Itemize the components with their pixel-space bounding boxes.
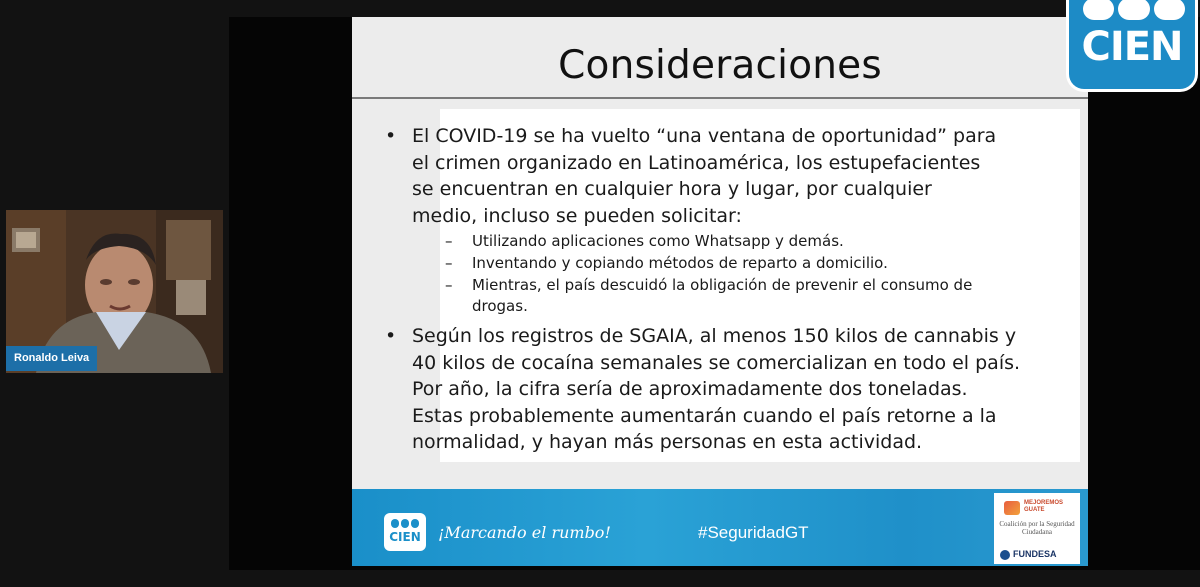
- participant-video-tile[interactable]: [6, 210, 223, 373]
- slide-title: Consideraciones: [558, 43, 882, 88]
- cien-corner-logo: CIEN: [1066, 0, 1198, 92]
- title-divider: [352, 97, 1088, 99]
- footer-tagline: ¡Marcando el rumbo!: [438, 523, 611, 542]
- slide-footer: [352, 489, 1088, 566]
- footer-hashtag: #SeguridadGT: [698, 523, 809, 542]
- sub-bullet-apps: – Utilizando aplicaciones como Whatsapp y demás.: [472, 231, 952, 252]
- partner-logos: [994, 493, 1080, 564]
- sub-bullet-delivery: – Inventando y copiando métodos de reparto a domicilio.: [472, 253, 952, 274]
- bullet-sgaia: • Según los registros de SGAIA, al menos 150 kilos de cannabis y 40 kilos de cocaína semanales se comercializan en todo el país. Por año, la cifra sería de aproximadamente dos toneladas. Estas probablemente aumentarán cuando el país retorne a la normalidad, y hayan más personas en esta actividad.: [412, 323, 1024, 456]
- participant-name-label: Ronaldo Leiva: [6, 346, 97, 371]
- coalition-label: Coalición por la Seguridad Ciudadana: [999, 520, 1075, 536]
- fundesa-logo: FUNDESA: [998, 549, 1076, 561]
- bullet-covid: • El COVID-19 se ha vuelto “una ventana de oportunidad” para el crimen organizado en Latinoamérica, los estupefacientes se encuentran en cualquier hora y lugar, por cualquier medio, incluso se pueden solicitar:: [412, 123, 997, 229]
- presentation-slide: [352, 17, 1088, 566]
- cien-logo: CIEN: [384, 513, 426, 551]
- mejoremos-guate-logo: MEJOREMOS GUATE: [1000, 499, 1074, 517]
- sub-bullet-prevention: – Mientras, el país descuidó la obligación de prevenir el consumo de drogas.: [472, 275, 1012, 317]
